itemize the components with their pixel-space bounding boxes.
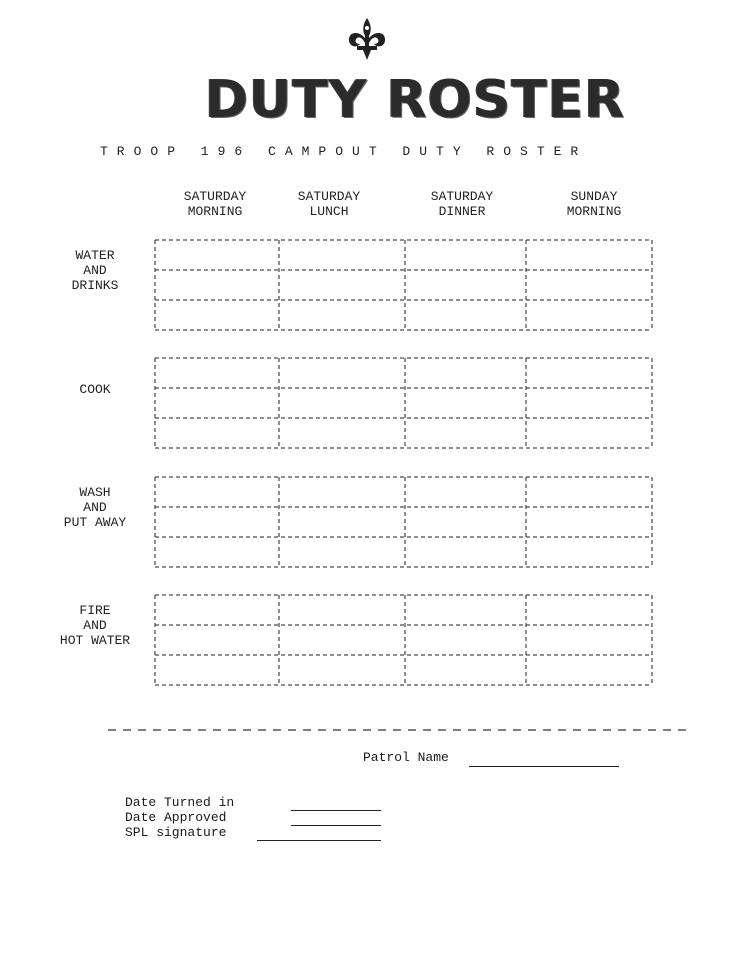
- column-header-sunday-morning: SUNDAY MORNING: [566, 189, 622, 219]
- roster-slot-cell[interactable]: [527, 419, 651, 447]
- roster-slot-cell[interactable]: [406, 241, 525, 269]
- roster-slot-cell[interactable]: [406, 301, 525, 329]
- patrol-name-field[interactable]: [469, 766, 619, 767]
- spl-signature-field[interactable]: [257, 840, 381, 841]
- roster-slot-cell[interactable]: [156, 389, 278, 417]
- roster-slot-cell[interactable]: [406, 508, 525, 536]
- row-label-cook: COOK: [79, 382, 111, 397]
- column-header-saturday-lunch: SATURDAY LUNCH: [297, 189, 361, 219]
- roster-slot-cell[interactable]: [527, 271, 651, 299]
- roster-slot-cell[interactable]: [527, 508, 651, 536]
- roster-slot-cell[interactable]: [406, 271, 525, 299]
- page-title: DUTY ROSTER: [205, 70, 626, 130]
- roster-slot-cell[interactable]: [156, 419, 278, 447]
- roster-slot-cell[interactable]: [280, 359, 404, 387]
- roster-slot-cell[interactable]: [280, 241, 404, 269]
- page-subtitle: TROOP 196 CAMPOUT DUTY ROSTER: [100, 144, 588, 159]
- roster-slot-cell[interactable]: [280, 271, 404, 299]
- date-turned-in-field[interactable]: [291, 810, 381, 811]
- roster-slot-cell[interactable]: [280, 389, 404, 417]
- date-approved-label: Date Approved: [125, 810, 227, 825]
- roster-slot-cell[interactable]: [527, 359, 651, 387]
- roster-slot-cell[interactable]: [527, 241, 651, 269]
- roster-slot-cell[interactable]: [280, 626, 404, 654]
- column-header-saturday-morning: SATURDAY MORNING: [183, 189, 247, 219]
- roster-slot-cell[interactable]: [406, 419, 525, 447]
- roster-slot-cell[interactable]: [156, 359, 278, 387]
- patrol-name-label: Patrol Name: [363, 750, 449, 765]
- roster-slot-cell[interactable]: [280, 656, 404, 684]
- roster-slot-cell[interactable]: [280, 596, 404, 624]
- roster-slot-cell[interactable]: [527, 596, 651, 624]
- row-label-wash-and-put-away: WASH AND PUT AWAY: [63, 485, 127, 530]
- roster-slot-cell[interactable]: [156, 596, 278, 624]
- roster-slot-cell[interactable]: [527, 656, 651, 684]
- row-label-water-and-drinks: WATER AND DRINKS: [71, 248, 119, 293]
- roster-slot-cell[interactable]: [406, 359, 525, 387]
- roster-slot-cell[interactable]: [156, 538, 278, 566]
- roster-slot-cell[interactable]: [527, 478, 651, 506]
- roster-slot-cell[interactable]: [156, 301, 278, 329]
- roster-slot-cell[interactable]: [406, 478, 525, 506]
- roster-slot-cell[interactable]: [527, 538, 651, 566]
- cut-line: [108, 728, 688, 732]
- roster-slot-cell[interactable]: [280, 538, 404, 566]
- spl-signature-label: SPL signature: [125, 825, 227, 840]
- roster-slot-cell[interactable]: [280, 419, 404, 447]
- roster-slot-cell[interactable]: [406, 389, 525, 417]
- date-approved-field[interactable]: [291, 825, 381, 826]
- row-label-fire-and-hot-water: FIRE AND HOT WATER: [59, 603, 131, 648]
- roster-slot-cell[interactable]: [527, 301, 651, 329]
- roster-slot-cell[interactable]: [280, 508, 404, 536]
- date-turned-in-label: Date Turned in: [125, 795, 235, 810]
- roster-slot-cell[interactable]: [406, 596, 525, 624]
- roster-slot-cell[interactable]: [156, 241, 278, 269]
- roster-slot-cell[interactable]: [156, 271, 278, 299]
- roster-slot-cell[interactable]: [156, 478, 278, 506]
- roster-slot-cell[interactable]: [527, 389, 651, 417]
- roster-slot-cell[interactable]: [156, 656, 278, 684]
- roster-slot-cell[interactable]: [156, 626, 278, 654]
- roster-slot-cell[interactable]: [156, 508, 278, 536]
- roster-slot-cell[interactable]: [406, 626, 525, 654]
- roster-slot-cell[interactable]: [406, 656, 525, 684]
- roster-slot-cell[interactable]: [280, 301, 404, 329]
- roster-slot-cell[interactable]: [280, 478, 404, 506]
- roster-slot-cell[interactable]: [406, 538, 525, 566]
- column-header-saturday-dinner: SATURDAY DINNER: [430, 189, 494, 219]
- roster-slot-cell[interactable]: [527, 626, 651, 654]
